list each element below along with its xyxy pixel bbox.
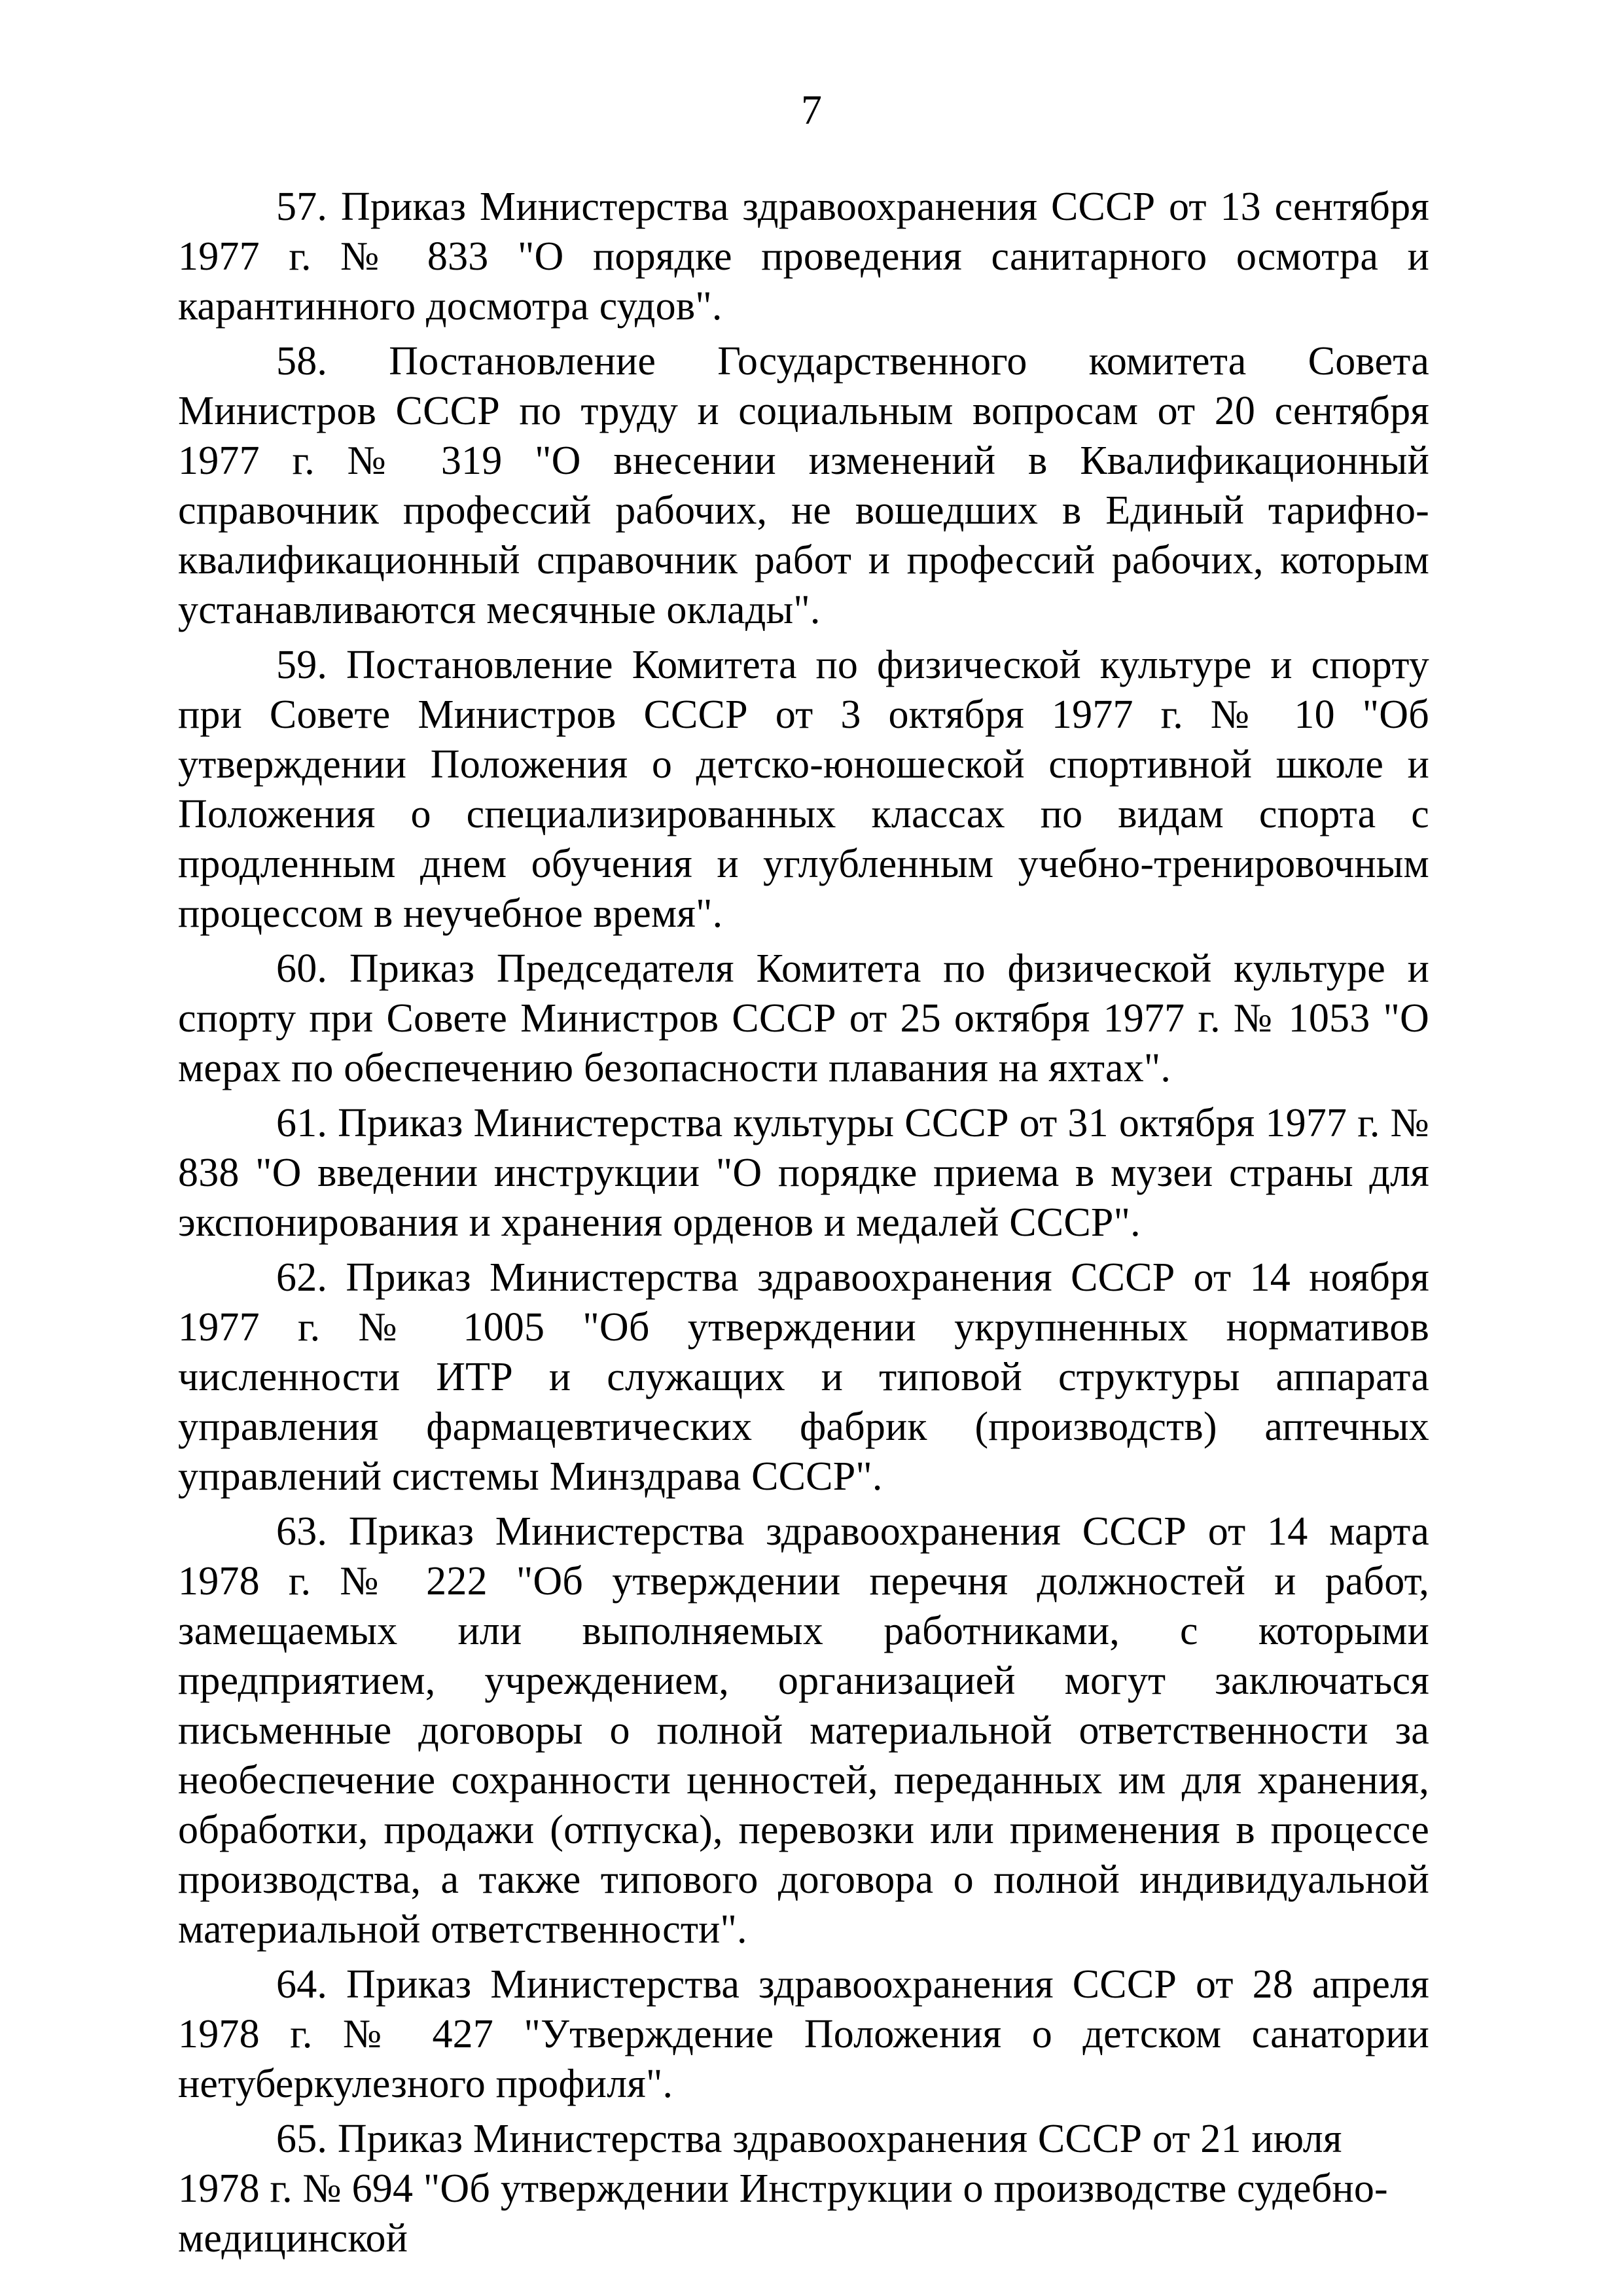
item-number: 63.: [276, 1509, 328, 1554]
item-text: Приказ Министерства здравоохранения СССР от 13 сентября 1977 г. № 833 "О порядке проведения санитарного осмотра и карантинного досмотра судов".: [178, 185, 1429, 329]
list-item: [178, 1253, 1429, 1501]
page-number: 7: [801, 86, 822, 133]
item-number: 60.: [276, 946, 328, 991]
item-text: Приказ Председателя Комитета по физической культуре и спорту при Совете Министров СССР от 25 октября 1977 г. № 1053 "О мерах по обеспечению безопасности плавания на яхтах".: [178, 946, 1429, 1090]
item-number: 62.: [276, 1255, 328, 1300]
item-text: Приказ Министерства культуры СССР от 31 октября 1977 г. № 838 "О введении инструкции "О порядке приема в музеи страны для экспонирования и хранения орденов и медалей СССР".: [178, 1101, 1429, 1245]
item-number: 61.: [276, 1101, 328, 1145]
list-item: [178, 182, 1429, 331]
item-number: 64.: [276, 1962, 328, 2007]
item-number: 65.: [276, 2117, 328, 2161]
item-text: Приказ Министерства здравоохранения СССР от 28 апреля 1978 г. № 427 "Утверждение Положения о детском санатории нетуберкулезного профиля".: [178, 1962, 1429, 2106]
list-item: [178, 336, 1429, 635]
list-item: [178, 944, 1429, 1093]
item-number: 59.: [276, 643, 328, 687]
list-item: [178, 1960, 1429, 2109]
item-text: Приказ Министерства здравоохранения СССР от 21 июля 1978 г. № 694 "Об утверждении Инструкции о производстве судебно-медицинской: [178, 2117, 1388, 2261]
item-text: Постановление Государственного комитета Совета Министров СССР по труду и социальным вопросам от 20 сентября 1977 г. № 319 "О внесении изменений в Квалификационный справочник профессий рабочих, не вошедших в Единый тарифно-квалификационный справочник работ и профессий рабочих, которым устанавливаются месячные оклады".: [178, 339, 1429, 632]
list-item: [178, 2114, 1429, 2263]
item-number: 58.: [276, 339, 328, 384]
list-item: [178, 640, 1429, 939]
item-text: Приказ Министерства здравоохранения СССР от 14 марта 1978 г. № 222 "Об утверждении перечня должностей и работ, замещаемых или выполняемых работниками, с которыми предприятием, учреждением, организацией могут заключаться письменные договоры о полной материальной ответственности за необеспечение сохранности ценностей, переданных им для хранения, обработки, продажи (отпуска), перевозки или применения в процессе производства, а также типового договора о полной индивидуальной материальной ответственности".: [178, 1509, 1429, 1952]
document-body: [178, 182, 1429, 2269]
item-text: Постановление Комитета по физической культуре и спорту при Совете Министров СССР от 3 октября 1977 г. № 10 "Об утверждении Положения о детско-юношеской спортивной школе и Положения о специализированных классах по видам спорта с продленным днем обучения и углубленным учебно-тренировочным процессом в неучебное время".: [178, 643, 1429, 936]
list-item: [178, 1507, 1429, 1954]
item-text: Приказ Министерства здравоохранения СССР от 14 ноября 1977 г. № 1005 "Об утверждении укрупненных нормативов численности ИТР и служащих и типовой структуры аппарата управления фармацевтических фабрик (производств) аптечных управлений системы Минздрава СССР".: [178, 1255, 1429, 1499]
item-number: 57.: [276, 185, 328, 229]
list-item: [178, 1098, 1429, 1247]
